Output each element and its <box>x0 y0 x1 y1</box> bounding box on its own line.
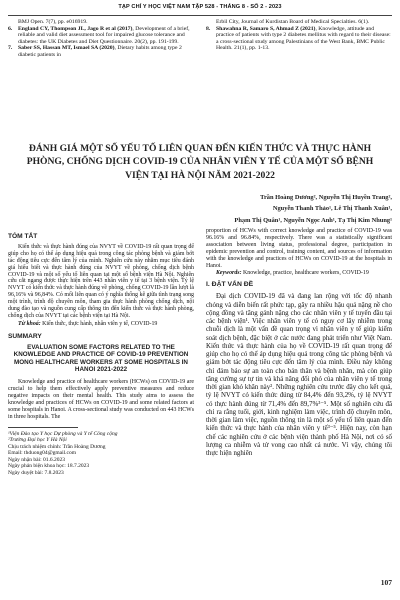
footnote-affiliation-1: ¹Viện Đào tạo Y học Dự phòng và Y tế Công cộng <box>8 430 118 437</box>
reference-number: 8. <box>206 25 211 32</box>
footnote-accepted: Ngày duyệt bài: 7.8.2023 <box>8 470 64 477</box>
reference-authors: Saber SS, Hassan MT, Ismael SA (2020) <box>18 45 115 52</box>
keywords-text: Knowledge, practice, healthcare workers, COVID-19 <box>241 270 369 277</box>
author-list <box>180 192 392 226</box>
author-line: Phạm Thị Quân¹, Nguyễn Ngọc Anh¹, Tạ Thị Kim Nhung¹ <box>234 216 392 224</box>
footnote-email: Email: thduong04@gmail.com <box>8 450 77 457</box>
introduction-body: Đại dịch COVID-19 đã và đang lan rộng với tốc độ nhanh chóng và diễn biến rất phức tạp, gây ra nhiều hậu quả nặng nề cho cộng đồng và tăng gánh nặng cho các nhân viên y tế tuyến đầu tại các bệnh viện¹. Việc nhân viên y tế có nguy cơ lây nhiễm trong chuỗi dịch là một vấn đề quan trọng vì nhân viên y tế giúp kiểm soát dịch bệnh, đặc biệt ở các nước đang phát triển như Việt Nam. Kiến thức và thực hành của họ về COVID-19 rất quan trọng để giúp cho họ có thể áp dụng hiệu quả trong công tác phòng bệnh và giảm bớt tác động tiêu cực đến tâm lý của mình. Điều này không chỉ đảm bảo sự an toàn cho bản thân và bệnh nhân, mà còn giúp tăng cường sự tự tin và khả năng đối phó của nhân viên y tế trong thời gian khó khăn này². Những nghiên cứu trước đây cho kết quả, tỷ lệ NVYT có kiến thức đúng từ 84,4% đến 93,2%, tỷ lệ NVYT có thực hành đúng từ 71,4% đến 89,7%³⁻⁵. Một số nghiên cứu đã chỉ ra rằng tuổi, giới, kinh nghiệm làm việc, trình độ chuyên môn, thời gian làm việc, nguồn thông tin là một số yếu tố liên quan đến kiến thức và thực hành của nhân viên y tế³⁻⁵. Hiện nay, còn hạn chế các nghiên cứu ở các bệnh viện thành phố Hà Nội, nơi có số lượng ca nhiễm và tử vong cao nhất cả nước. Vì vậy, chúng tôi thực hiện nghiên <box>206 293 392 457</box>
reference-item <box>206 26 392 52</box>
reference-text <box>18 45 194 58</box>
reference-text <box>18 26 194 46</box>
reference-number <box>8 19 18 26</box>
keywords-text: Kiến thức, thực hành, nhân viên y tế, COVID-19 <box>40 320 158 327</box>
author-line: Trần Hoàng Dương², Nguyễn Thị Huyền Trang², <box>260 194 392 201</box>
references-right <box>206 19 392 52</box>
keywords-label: Từ khoá: <box>18 320 41 327</box>
summary-heading: SUMMARY <box>8 332 42 340</box>
footnote-contact: Chịu trách nhiệm chính: Trần Hoàng Dương <box>8 443 106 450</box>
reference-text <box>216 19 392 26</box>
footnote-affiliation-2: ²Trường Đại học Y Hà Nội <box>8 437 67 444</box>
reference-number <box>206 19 216 26</box>
reference-authors: Shawahna R, Samaro S, Ahmad Z (2021) <box>216 25 316 32</box>
journal-header: TẠP CHÍ Y HỌC VIỆT NAM TẬP 528 - THÁNG 8 - SỐ 2 - 2023 <box>118 4 282 10</box>
reference-text <box>216 26 392 52</box>
keywords-label: Keywords: <box>216 270 242 277</box>
reference-number: 6. <box>8 25 13 32</box>
left-column <box>8 228 194 477</box>
references-left <box>8 19 194 59</box>
footnote-rule <box>8 427 78 428</box>
section-heading: I. ĐẶT VẤN ĐỀ <box>206 281 254 289</box>
summary-title: EVALUATION SOME FACTORS RELATED TO THE KNOWLEDGE AND PRACTICE OF COVID-19 PREVENTION MONG HEALTHCARE WORKERS AT SOME HOSPITALS IN HANOI 2021-2022 <box>13 343 189 374</box>
abstract-vi-keywords <box>8 321 194 328</box>
abstract-vi-heading: TÓM TẮT <box>8 233 38 240</box>
reference-item <box>8 45 194 58</box>
right-column <box>206 228 392 458</box>
reference-item <box>8 26 194 46</box>
reference-body: , Knowledge, attitude and practice of patients with type 2 diabetes mellitus with regard to their disease: a cross-sectional study among Palestinians of the West Bank, BMC Public Health. 21(1), pp. 1-13. <box>216 25 391 52</box>
footnote-reviewed: Ngày phản biện khoa học: 18.7.2023 <box>8 463 90 470</box>
summary-keywords <box>206 270 392 277</box>
reference-text <box>18 19 194 26</box>
reference-authors: England CY, Thompson JL, Jago R et al (2017) <box>18 25 133 32</box>
reference-body: , Dietary habits among type 2 diabetic patients in <box>18 45 182 58</box>
article-title: ĐÁNH GIÁ MỘT SỐ YẾU TỐ LIÊN QUAN ĐẾN KIẾN THỨC VÀ THỰC HÀNH PHÒNG, CHỐNG DỊCH COVID-19 CỦA NHÂN VIÊN Y TẾ CỦA MỘT SỐ BỆNH VIỆN TẠI HÀ NỘI NĂM 2021-2022 <box>26 143 374 181</box>
footnote-received: Ngày nhận bài: 01.6.2023 <box>8 456 65 463</box>
reference-body: , Development of a brief, reliable and valid diet assessment tool for impaired glucose tolerance and diabetes: the UK Diabetes and Diet Questionnaire. 20(2), pp. 191-199. <box>18 25 190 45</box>
reference-number: 7. <box>8 45 13 52</box>
reference-item <box>8 19 194 26</box>
author-line: Nguyễn Thanh Thảo¹, Lê Thị Thanh Xuân¹, <box>272 205 392 213</box>
page-number: 107 <box>380 578 392 587</box>
header-rule <box>8 15 392 16</box>
reference-body: Erbil City, Journal of Kurdistan Board of Medical Specialties. 6(1). <box>216 19 370 25</box>
summary-body: Knowledge and practice of healthcare workers (HCWs) on COVID-19 are crucial to help them effectively apply preventive measures and reduce negative impacts on their mental health. This study aims to assess the knowledge and practices of HCWs on COVID-19 and some related factors at some hospitals in Hanoi. A cross-sectional study was conducted on 443 HCWs in three hospitals. The <box>8 379 194 420</box>
reference-item <box>206 19 392 26</box>
summary-continuation: proportion of HCWs with correct knowledge and practice of COVID-19 was 96.16% and 96.84%, respectively. There was a statistically significant association between living status, professional degree, participation in epidemic prevention and control, training content, and sources of information with the knowledge and practices of HCWs on COVID-19 at the hospitals in Hanoi. <box>206 228 392 269</box>
reference-body: BMJ Open. 7(7), pp. e016919. <box>18 19 88 25</box>
abstract-vi-body: Kiến thức và thực hành đúng của NVYT về COVID-19 rất quan trọng để giúp cho họ có thể áp dụng hiệu quả trong công tác phòng bệnh và giảm bớt tác động tiêu cực đến tâm lý của mình. Nghiên cứu này nhằm mục tiêu đánh giá hiểu biết và thực hành đúng của NVYT về phòng, chống dịch bệnh COVID-19 và một số yếu tố liên quan tại một số bệnh viện Hà Nội. Nghiên cứu cắt ngang được thực hiện trên 443 nhân viên y tế tại 3 bệnh viện. Tỷ lệ NVYT có kiến thức và thực hành đúng về phòng, chống COVID-19 lần lượt là 96,16% và 96,84%. Có mối liên quan có ý nghĩa thống kê giữa tình trạng song một trình, trình độ chuyên môn, tham gia thực hành phòng chống dịch, nội dung đào tạo và nguồn cung cấp thông tin đến kiến thức và thực hành phòng, chống dịch của NVYT tại các bệnh viện tại Hà Nội. <box>8 243 194 319</box>
